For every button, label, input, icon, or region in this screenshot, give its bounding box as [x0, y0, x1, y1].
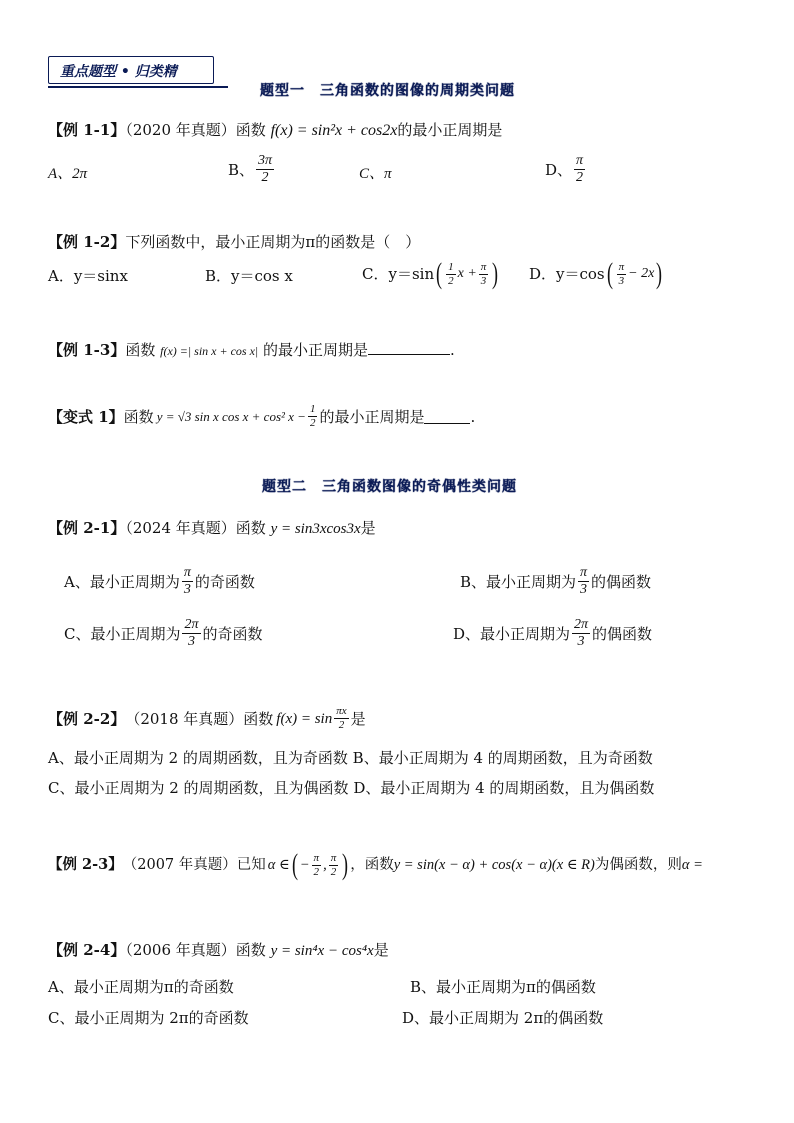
ex22-question: 【例 2-2】 （2018 年真题）函数 f(x) = sin $\frac{\pi x}{2}$ 是 — [48, 705, 366, 731]
ex12-question — [48, 232, 420, 252]
ex11-expr: f(x) = sin²x + cos2x — [270, 122, 398, 139]
var1-blank[interactable] — [424, 409, 470, 424]
ex12-text: 下列函数中，最小正周期为π的函数是（ ） — [125, 233, 421, 251]
ex22-expr: f(x) = sin — [276, 710, 333, 727]
ex11-opt-c: C、π — [359, 166, 392, 182]
ex21-label: 【例 2-1】 — [48, 519, 126, 537]
ex12-opt-c: C．y＝sin ( $\frac{1}{2}$ x + $\frac{\pi}{3}$ ) — [362, 257, 499, 290]
ex23-question: 【例 2-3】 （2007 年真题）已知 α ∈ ( − $\frac{\pi}{2}$ , $\frac{\pi}{2}$ ) ，函数 y = sin(x − α) + cos(x − α)(x ∈ R) 为偶函数，则 α = — [48, 848, 703, 881]
ex24-opt-a: A、最小正周期为π的奇函数 — [48, 978, 234, 996]
ex11-year: （2020 年真题）函数 — [125, 121, 266, 139]
ex24-opt-d: D、最小正周期为 2π的偶函数 — [402, 1009, 604, 1027]
section-tag: 重点题型 • 归类精 — [60, 64, 177, 80]
ex11-tail: 的最小正周期是 — [397, 121, 503, 139]
ex13-label: 【例 1-3】 — [48, 341, 126, 359]
ex11-opt-a: A、2π — [48, 166, 88, 182]
ex22-label: 【例 2-2】 — [48, 709, 126, 728]
ex24-opt-c: C、最小正周期为 2π的奇函数 — [48, 1009, 249, 1027]
ex11-opt-d: D、 $\frac{\pi}{2}$ — [545, 153, 584, 185]
ex22-options-line1: A、最小正周期为 2 的周期函数，且为奇函数 B、最小正周期为 4 的周期函数，且为奇函数 — [48, 749, 653, 767]
var1-label: 【变式 1】 — [48, 407, 124, 426]
section2-title: 题型二 三角函数图像的奇偶性类问题 — [262, 479, 517, 495]
var1-question: 【变式 1】 函数 y = √3 sin x cos x + cos² x − $\frac{1}{2}$ 的最小正周期是 . — [48, 403, 476, 429]
ex21-opt-c: C、最小正周期为 $\frac{2\pi}{3}$ 的奇函数 — [64, 617, 263, 649]
var1-expr: y = √3 sin x cos x + cos² x − — [156, 408, 306, 424]
ex12-label: 【例 1-2】 — [48, 233, 126, 251]
ex12-opt-b: B．y＝cos x — [205, 267, 293, 285]
ex12-opt-a: A．y＝sinx — [48, 267, 128, 285]
ex24-question: 【例 2-4】（2006 年真题）函数 y = sin⁴x − cos⁴x是 — [48, 941, 389, 959]
ex13-expr: f(x) =| sin x + cos x| — [160, 344, 259, 358]
ex24-label: 【例 2-4】 — [48, 941, 126, 959]
ex12-opt-d: D．y＝cos ( $\frac{\pi}{3}$ − 2x ) — [529, 257, 663, 290]
ex23-label: 【例 2-3】 — [48, 856, 123, 873]
ex13-blank[interactable] — [368, 340, 450, 355]
ex13-question: 【例 1-3】函数 f(x) =| sin x + cos x| 的最小正周期是 . — [48, 341, 455, 359]
ex11-question — [48, 120, 502, 141]
ex21-opt-b: B、最小正周期为 $\frac{\pi}{3}$ 的偶函数 — [460, 565, 652, 597]
ex21-question: 【例 2-1】（2024 年真题）函数 y = sin3xcos3x是 — [48, 519, 376, 537]
ex21-expr: y = sin3xcos3x — [270, 521, 361, 537]
ex24-opt-b: B、最小正周期为π的偶函数 — [410, 978, 596, 996]
ex11-opt-b-frac: $\frac{3\pi}{2}$ — [258, 153, 273, 185]
ex11-label: 【例 1-1】 — [48, 121, 126, 139]
ex23-expr: y = sin(x − α) + cos(x − α)(x ∈ R) — [393, 857, 595, 873]
ex24-expr: y = sin⁴x − cos⁴x — [270, 943, 374, 959]
ex21-opt-d: D、最小正周期为 $\frac{2\pi}{3}$ 的偶函数 — [453, 617, 653, 649]
ex21-opt-a: A、最小正周期为 $\frac{\pi}{3}$ 的奇函数 — [64, 565, 255, 597]
section1-title: 题型一 三角函数的图像的周期类问题 — [260, 83, 515, 99]
ex22-options-line2: C、最小正周期为 2 的周期函数，且为偶函数 D、最小正周期为 4 的周期函数，且为偶函数 — [48, 779, 655, 797]
header-rule — [48, 86, 228, 88]
ex11-opt-b: B、 $\frac{3\pi}{2}$ — [228, 153, 273, 185]
ex11-opt-d-frac: $\frac{\pi}{2}$ — [576, 153, 584, 185]
